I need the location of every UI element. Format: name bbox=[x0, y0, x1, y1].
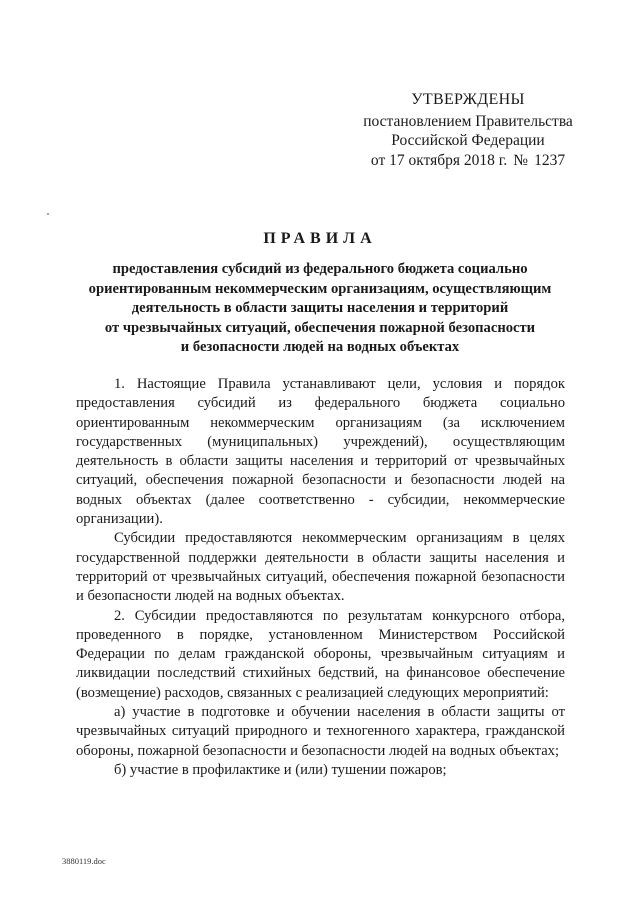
subtitle-line: от чрезвычайных ситуаций, обеспечения пожарной безопасности bbox=[104, 319, 536, 336]
decree-number: 1237 bbox=[534, 151, 566, 169]
scan-artifact bbox=[47, 213, 49, 215]
approval-heading: УТВЕРЖДЕНЫ bbox=[411, 91, 525, 108]
subtitle-line: ориентированным некоммерческим организациям, осуществляющим bbox=[88, 280, 552, 297]
approval-decree-line-1: постановлением Правительства bbox=[363, 112, 573, 130]
approval-block bbox=[348, 90, 588, 170]
approval-decree-date bbox=[348, 151, 588, 171]
list-item-a: а) участие в подготовке и обучении населения в области защиты от чрезвычайных ситуаций природного и техногенного характера, гражданской обороны, пожарной безопасности и безопасности людей на водных объектах; bbox=[76, 704, 565, 759]
paragraph-subsidy-goal: Субсидии предоставляются некоммерческим организациям в целях государственной поддержки деятельности в области защиты населения и территорий от чрезвычайных ситуаций, обеспечения пожарной безопасности и безопасности людей на водных объектах. bbox=[76, 530, 565, 605]
decree-number-sign: № bbox=[513, 151, 529, 169]
document-title: ПРАВИЛА bbox=[263, 230, 377, 247]
list-item-b: б) участие в профилактике и (или) тушении пожаров; bbox=[114, 761, 447, 778]
document-subtitle bbox=[70, 260, 570, 358]
document-body bbox=[76, 375, 565, 780]
paragraph-1-purpose: 1. Настоящие Правила устанавливают цели, условия и порядок предоставления субсидий из федерального бюджета социально ориентированным некоммерческим организациям (за исключением государственных (муниципальных) учреждений), осуществляющим деятельность в области защиты населения и территорий от чрезвычайных ситуаций, обеспечения пожарной безопасности и безопасности людей на водных объектах (далее соответственно - субсидии, некоммерческие организации). bbox=[76, 376, 565, 528]
decree-date-text: от 17 октября 2018 г. bbox=[370, 151, 508, 169]
paragraph-2-selection: 2. Субсидии предоставляются по результатам конкурсного отбора, проведенного в порядке, установленном Министерством Российской Федерации по делам гражданской обороны, чрезвычайным ситуациям и ликвидации последствий стихийных бедствий, на финансовое обеспечение (возмещение) расходов, связанных с реализацией следующих мероприятий: bbox=[76, 607, 565, 701]
subtitle-line: деятельность в области защиты населения и территорий bbox=[131, 300, 509, 316]
approval-decree-line-2: Российской Федерации bbox=[391, 132, 545, 149]
subtitle-line: и безопасности людей на водных объектах bbox=[180, 339, 460, 355]
subtitle-line: предоставления субсидий из федерального бюджета социально bbox=[112, 261, 528, 277]
file-code: 3880119.doc bbox=[62, 856, 106, 866]
